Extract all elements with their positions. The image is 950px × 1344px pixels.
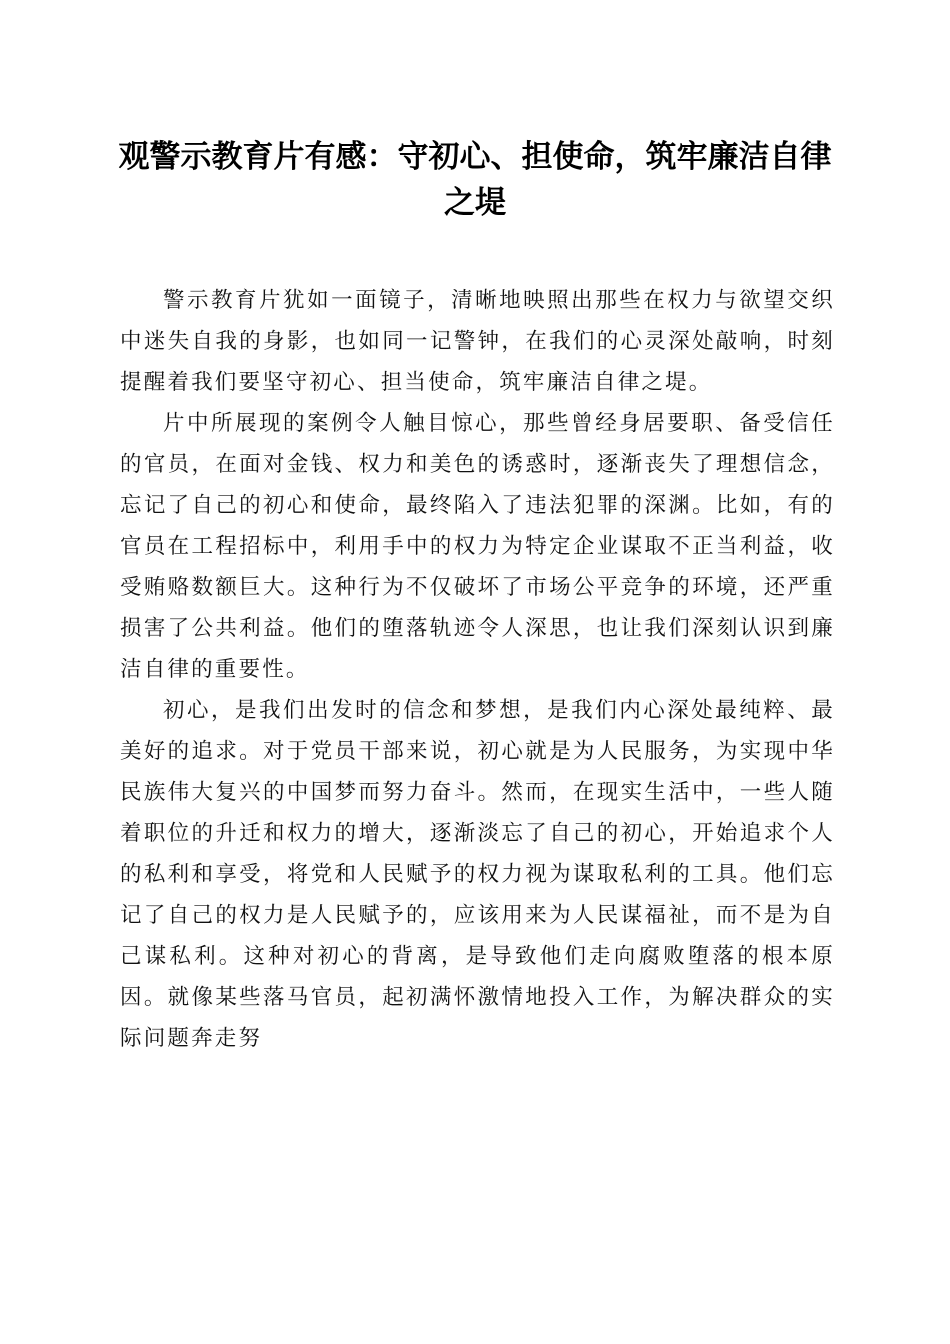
paragraph: 片中所展现的案例令人触目惊心，那些曾经身居要职、备受信任的官员，在面对金钱、权力和美色的诱惑时，逐渐丧失了理想信念，忘记了自己的初心和使命，最终陷入了违法犯罪的深渊。比如，有的官员在工程招标中，利用手中的权力为特定企业谋取不正当利益，收受贿赂数额巨大。这种行为不仅破坏了市场公平竞争的环境，还严重损害了公共利益。他们的堕落轨迹令人深思，也让我们深刻认识到廉洁自律的重要性。 [120, 411, 835, 682]
paragraph: 初心，是我们出发时的信念和梦想，是我们内心深处最纯粹、最美好的追求。对于党员干部来说，初心就是为人民服务，为实现中华民族伟大复兴的中国梦而努力奋斗。然而，在现实生活中，一些人随着职位的升迁和权力的增大，逐渐淡忘了自己的初心，开始追求个人的私利和享受，将党和人民赋予的权力视为谋取私利的工具。他们忘记了自己的权力是人民赋予的，应该用来为人民谋福祉，而不是为自己谋私利。这种对初心的背离，是导致他们走向腐败堕落的根本原因。就像某些落马官员，起初满怀激情地投入工作，为解决群众的实际问题奔走努 [120, 698, 835, 1051]
paragraph: 警示教育片犹如一面镜子，清晰地映照出那些在权力与欲望交织中迷失自我的身影，也如同一记警钟，在我们的心灵深处敲响，时刻提醒着我们要坚守初心、担当使命，筑牢廉洁自律之堤。 [120, 288, 835, 395]
document-body [120, 280, 835, 1059]
document-title: 观警示教育片有感：守初心、担使命，筑牢廉洁自律之堤 [118, 139, 832, 221]
